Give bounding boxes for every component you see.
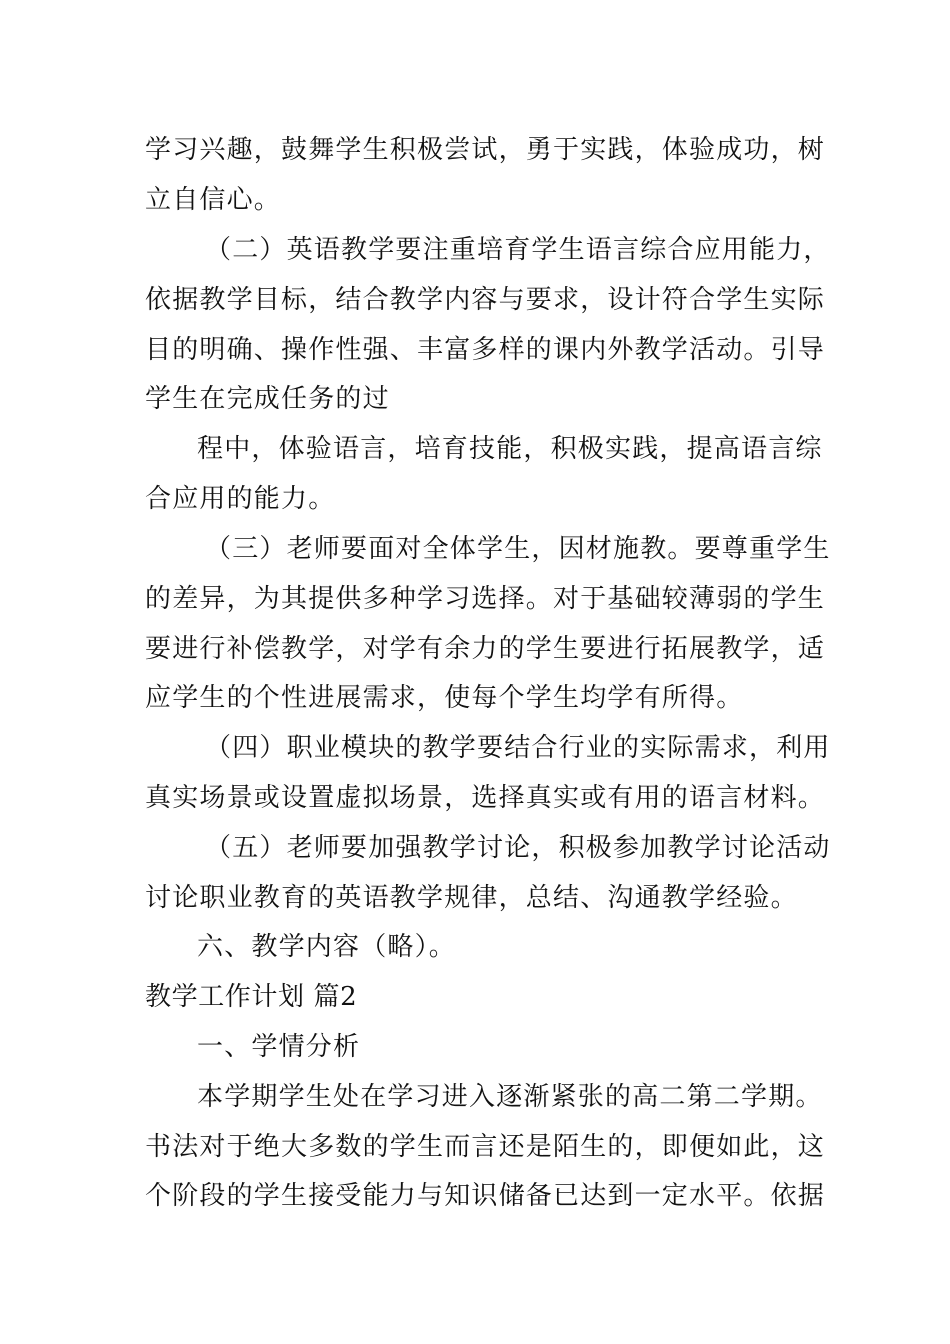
body-text-line: 个阶段的学生接受能力与知识储备已达到一定水平。依据: [145, 1181, 826, 1211]
body-text-line: 合应用的能力。: [145, 484, 336, 514]
paragraph-start-line: （三）老师要面对全体学生，因材施教。要尊重学生: [205, 534, 831, 564]
body-text-line: 的差异，为其提供多种学习选择。对于基础较薄弱的学生: [145, 584, 826, 614]
body-text-line: 要进行补偿教学，对学有余力的学生要进行拓展教学，适: [145, 634, 826, 664]
body-text-line: 真实场景或设置虚拟场景，选择真实或有用的语言材料。: [145, 783, 826, 813]
body-text-line: 依据教学目标，结合教学内容与要求，设计符合学生实际: [145, 285, 826, 315]
body-text-line: 学生在完成任务的过: [145, 384, 390, 414]
body-text-line: 学习兴趣，鼓舞学生积极尝试，勇于实践，体验成功，树: [145, 135, 826, 165]
body-text-line: 讨论职业教育的英语教学规律，总结、沟通教学经验。: [145, 883, 798, 913]
paragraph-start-line: （五）老师要加强教学讨论，积极参加教学讨论活动: [205, 833, 831, 863]
paragraph-start-line: 程中，体验语言，培育技能，积极实践，提高语言综: [197, 434, 823, 464]
body-text-line: 书法对于绝大多数的学生而言还是陌生的，即便如此，这: [145, 1132, 826, 1162]
section-heading: 六、教学内容（略）。: [197, 932, 457, 962]
paragraph-start-line: 本学期学生处在学习进入逐渐紧张的高二第二学期。: [197, 1082, 823, 1112]
paragraph-start-line: （二）英语教学要注重培育学生语言综合应用能力，: [205, 235, 831, 265]
document-title: 教学工作计划 篇2: [145, 982, 358, 1012]
body-text-line: 应学生的个性进展需求，使每个学生均学有所得。: [145, 683, 744, 713]
body-text-line: 目的明确、操作性强、丰富多样的课内外教学活动。引导: [145, 335, 826, 365]
paragraph-start-line: （四）职业模块的教学要结合行业的实际需求，利用: [205, 733, 831, 763]
section-heading: 一、学情分析: [197, 1032, 361, 1062]
body-text-line: 立自信心。: [145, 185, 282, 215]
